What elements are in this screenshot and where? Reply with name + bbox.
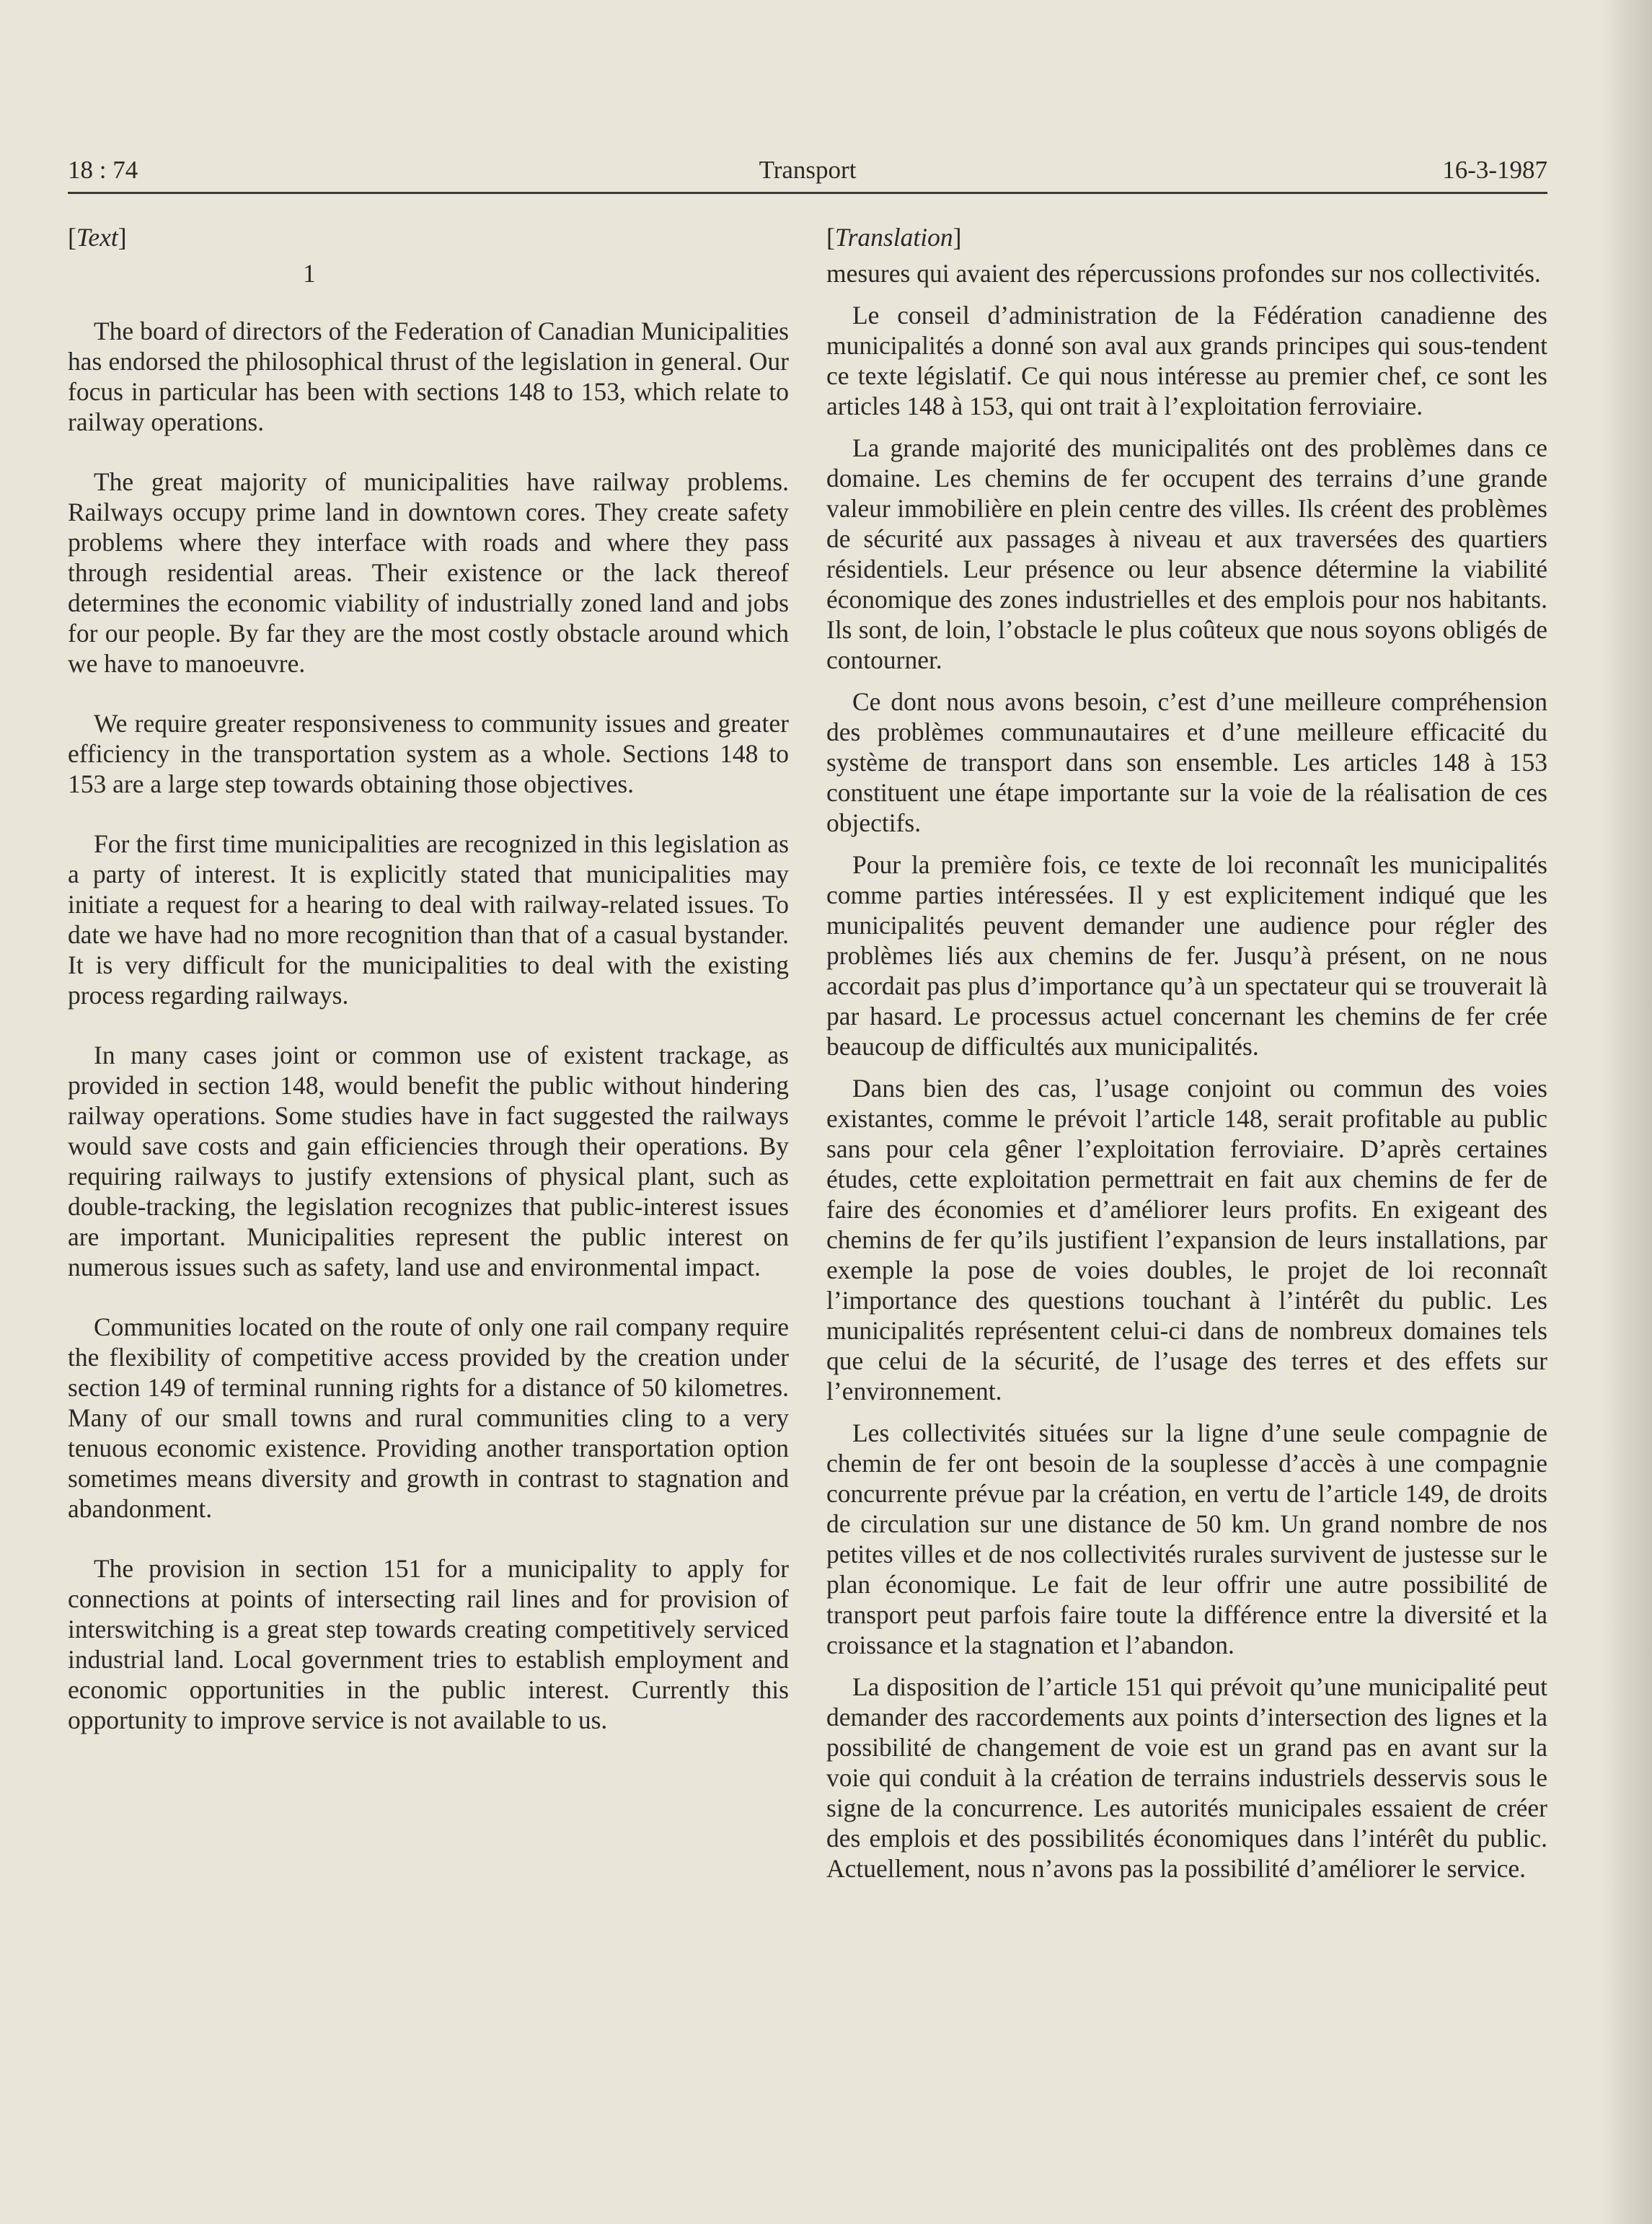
paragraph: The board of directors of the Federation of Canadian Municipalities has endorsed the philosophical thrust of the legislation in general. Our focus in particular has been with sections 148 to 153, which relate to railway operations. [68, 317, 789, 436]
english-column [68, 222, 789, 1765]
label-bracket-close: ] [953, 223, 962, 252]
paragraph: Communities located on the route of only one rail company require the flexibility of competitive access provided by the creation under section 149 of terminal running rights for a distance of 50 kilometres. Many of our small towns and rural communities cling to a very tenuous economic existence. Providing another transportation option sometimes means diversity and growth in contrast to stagnation and abandonment. [68, 1312, 789, 1523]
page-edge-shadow [1602, 0, 1652, 2224]
label-bracket-open: [ [68, 223, 76, 252]
label-bracket-close: ] [118, 223, 127, 252]
continuation-paragraph: mesures qui avaient des répercussions profondes sur nos collectivités. [826, 259, 1541, 288]
paragraph: For the first time municipalities are recognized in this legislation as a party of interest. It is explicitly stated that municipalities may initiate a request for a hearing to deal with railway-related issues. To date we have had no more recognition than that of a casual bystander. It is very difficult for the municipalities to deal with the existing process regarding railways. [68, 829, 789, 1010]
label-bracket-open: [ [826, 223, 835, 252]
paragraph: Les collectivités situées sur la ligne d’une seule compagnie de chemin de fer ont besoin de la souplesse d’accès à une compagnie concurrente prévue par la création, en vertu de l’article 149, de droits de circulation sur une distance de 50 km. Un grand nombre de nos petites villes et de nos collectivités rurales survivent de justesse sur le plan économique. Le fait de leur offrir une autre possibilité de transport peut parfois faire toute la différence entre la diversité et la croissance et la stagnation et l’abandon. [826, 1418, 1547, 1659]
paragraph: Ce dont nous avons besoin, c’est d’une meilleure compréhension des problèmes communautaires et d’une meilleure efficacité du système de transport dans son ensemble. Les articles 148 à 153 constituent une étape importante sur la voie de la réalisation de ces objectifs. [826, 687, 1547, 837]
paragraph: Pour la première fois, ce texte de loi reconnaît les municipalités comme parties intéressées. Il y est explicitement indiqué que les municipalités peuvent demander une audience pour régler des problèmes liés aux chemins de fer. Jusqu’à présent, on ne nous accordait pas plus d’importance qu’à un spectateur qui se trouverait là par hasard. Le processus actuel concernant les chemins de fer crée beaucoup de difficultés aux municipalités. [826, 850, 1547, 1061]
page-number: 18 : 74 [68, 156, 138, 184]
stray-mark: 1 [303, 259, 316, 288]
page-title: Transport [759, 156, 857, 184]
label-text: Translation [834, 223, 953, 252]
page-date: 16-3-1987 [1442, 156, 1547, 184]
paragraph: We require greater responsiveness to community issues and greater efficiency in the transportation system as a whole. Sections 148 to 153 are a large step towards obtaining those objectives. [68, 709, 789, 798]
paragraph: In many cases joint or common use of existent trackage, as provided in section 148, would benefit the public without hindering railway operations. Some studies have in fact suggested the railways would save costs and gain efficiencies through their operations. By requiring railways to justify extensions of physical plant, such as double-tracking, the legislation recognizes that public-interest issues are important. Municipalities represent the public interest on numerous issues such as safety, land use and environmental impact. [68, 1041, 789, 1281]
label-text: Text [76, 223, 118, 252]
paragraph: The provision in section 151 for a municipality to apply for connections at points of intersecting rail lines and for provision of interswitching is a great step towards creating competitively serviced industrial land. Local government tries to establish employment and economic opportunities in the public interest. Currently this opportunity to improve service is not available to us. [68, 1554, 789, 1734]
column-label [68, 222, 789, 252]
column-label [826, 222, 1547, 252]
paragraph: Le conseil d’administration de la Fédération canadienne des municipalités a donné son aval aux grands principes qui sous-tendent ce texte législatif. Ce qui nous intéresse au premier chef, ce sont les articles 148 à 153, qui ont trait à l’exploitation ferroviaire. [826, 301, 1547, 420]
paragraph: The great majority of municipalities have railway problems. Railways occupy prime land in downtown cores. They create safety problems where they interface with roads and where they pass through residential areas. Their existence or the lack thereof determines the economic viability of industrially zoned land and jobs for our people. By far they are the most costly obstacle around which we have to manoeuvre. [68, 467, 789, 678]
paragraph: Dans bien des cas, l’usage conjoint ou commun des voies existantes, comme le prévoit l’article 148, serait profitable au public sans pour cela gêner l’exploitation ferroviaire. D’après certaines études, cette exploitation permettrait en fait aux chemins de fer de faire des économies et d’améliorer leurs profits. En exigeant des chemins de fer qu’ils justifient l’expansion de leurs installations, par exemple la pose de voies doubles, le projet de loi reconnaît l’importance des questions touchant à l’intérêt du public. Les municipalités représentent celui-ci dans de nombreux domaines tels que celui de la sécurité, de l’usage des terres et des effets sur l’environnement. [826, 1074, 1547, 1406]
french-column [826, 222, 1547, 1895]
page-header [68, 154, 1547, 190]
paragraph: La disposition de l’article 151 qui prévoit qu’une municipalité peut demander des raccordements aux points d’intersection des lignes et la possibilité de changement de voie est un grand pas en avant sur la voie qui conduit à la création de terrains industriels desservis sous le signe de la concurrence. Les autorités municipales essaient de créer des emplois et des possibilités économiques dans l’intérêt du public. Actuellement, nous n’avons pas la possibilité d’améliorer le service. [826, 1672, 1547, 1883]
header-rule [68, 192, 1547, 194]
paragraph: La grande majorité des municipalités ont des problèmes dans ce domaine. Les chemins de fer occupent des terrains d’une grande valeur immobilière en plein centre des villes. Ils créent des problèmes de sécurité aux passages à niveau et aux traversées des quartiers résidentiels. Leur présence ou leur absence détermine la viabilité économique des zones industrielles et des emplois pour nos habitants. Ils sont, de loin, l’obstacle le plus coûteux que nous soyons obligés de contourner. [826, 433, 1547, 674]
